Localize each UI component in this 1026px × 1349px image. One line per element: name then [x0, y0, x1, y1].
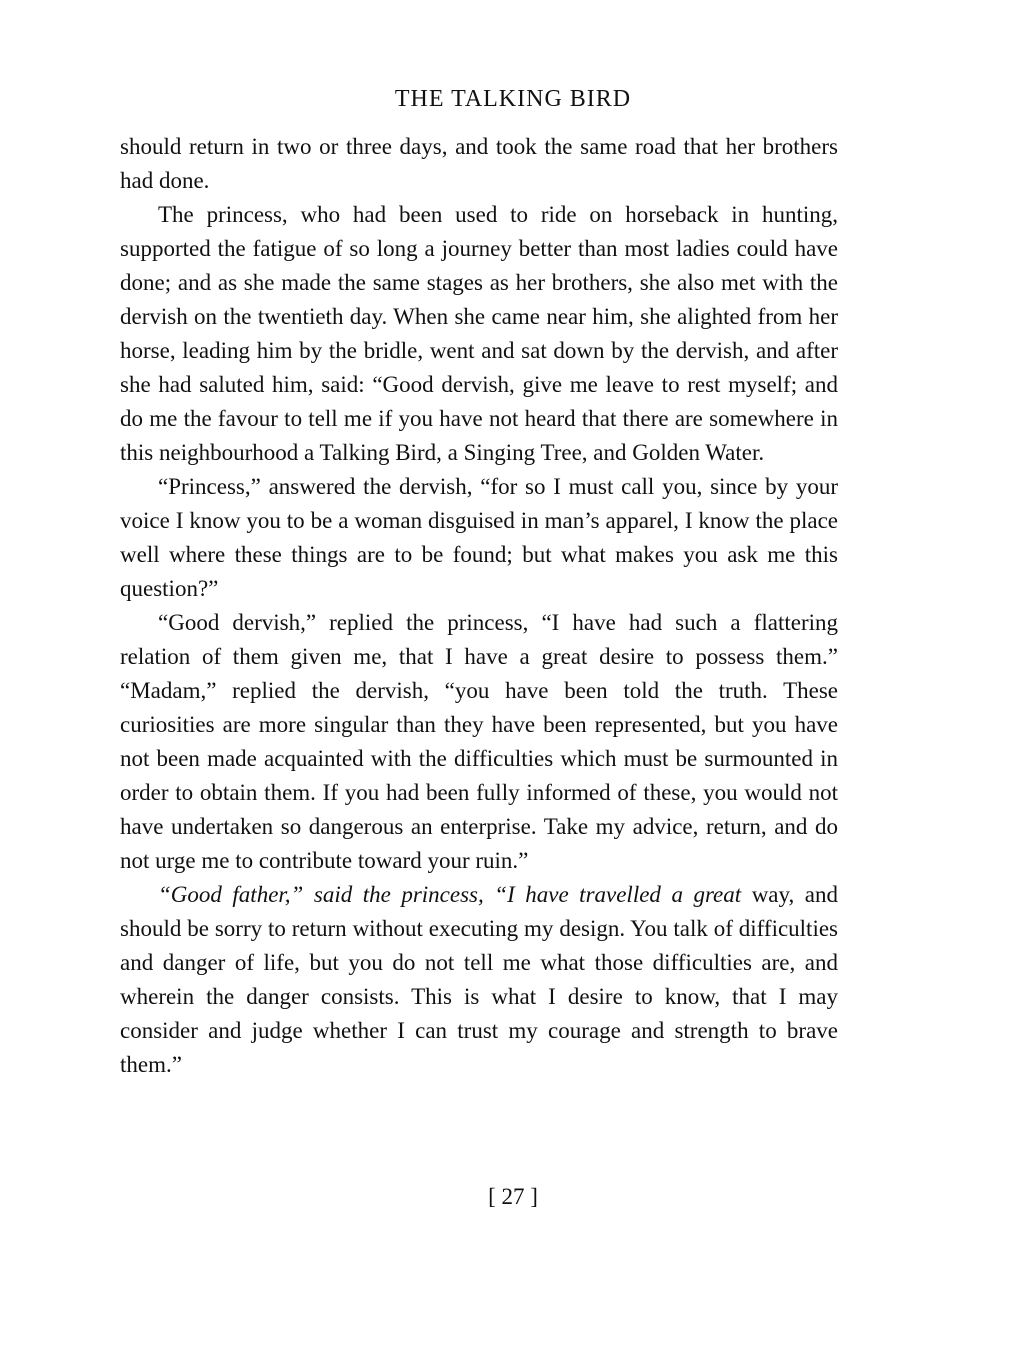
paragraph-dervish-answer: “Princess,” answered the dervish, “for so I must call you, since by your voice I know you to be a woman disguised in man’s apparel, I know the place well where these things are to be found; but what makes you ask me this question?”: [120, 474, 838, 601]
page-number: [ 27 ]: [488, 1184, 538, 1209]
paragraph-princess-reply: “Good dervish,” replied the princess, “I have had such a flattering relation of them given me, that I have a great desire to possess them.” “Madam,” replied the dervish, “you have been told the truth. These curiosities are more singular than they have been represented, but you have not been made acquainted with the difficulties which must be surmounted in order to obtain them. If you had been fully informed of these, you would not have undertaken so dangerous an enterprise. Take my advice, return, and do not urge me to contribute toward your ruin.”: [120, 610, 838, 873]
paragraph-continuation: should return in two or three days, and took the same road that her brothers had done.: [120, 134, 838, 193]
italic-phrase: “Good father,” said the princess, “I have travelled a great: [158, 882, 742, 907]
paragraph-princess-journey: The princess, who had been used to ride on horseback in hunting, supported the fatigue of so long a journey better than most ladies could have done; and as she made the same stages as her brothers, she also met with the dervish on the twentieth day. When she came near him, she alighted from her horse, leading him by the bridle, went and sat down by the dervish, and after she had saluted him, said: “Good dervish, give me leave to rest myself; and do me the favour to tell me if you have not heard that there are somewhere in this neighbourhood a Talking Bird, a Singing Tree, and Golden Water.: [120, 202, 838, 465]
paragraph-rest: way, and should be sorry to return without executing my design. You talk of difficulties and danger of life, but you do not tell me what those difficulties are, and wherein the danger consists. This is what I desire to know, that I may consider and judge whether I can trust my courage and strength to brave them.”: [120, 882, 838, 1077]
body-text: [120, 130, 838, 1082]
paragraph-good-father: [120, 878, 838, 1082]
running-title: THE TALKING BIRD: [394, 86, 632, 112]
